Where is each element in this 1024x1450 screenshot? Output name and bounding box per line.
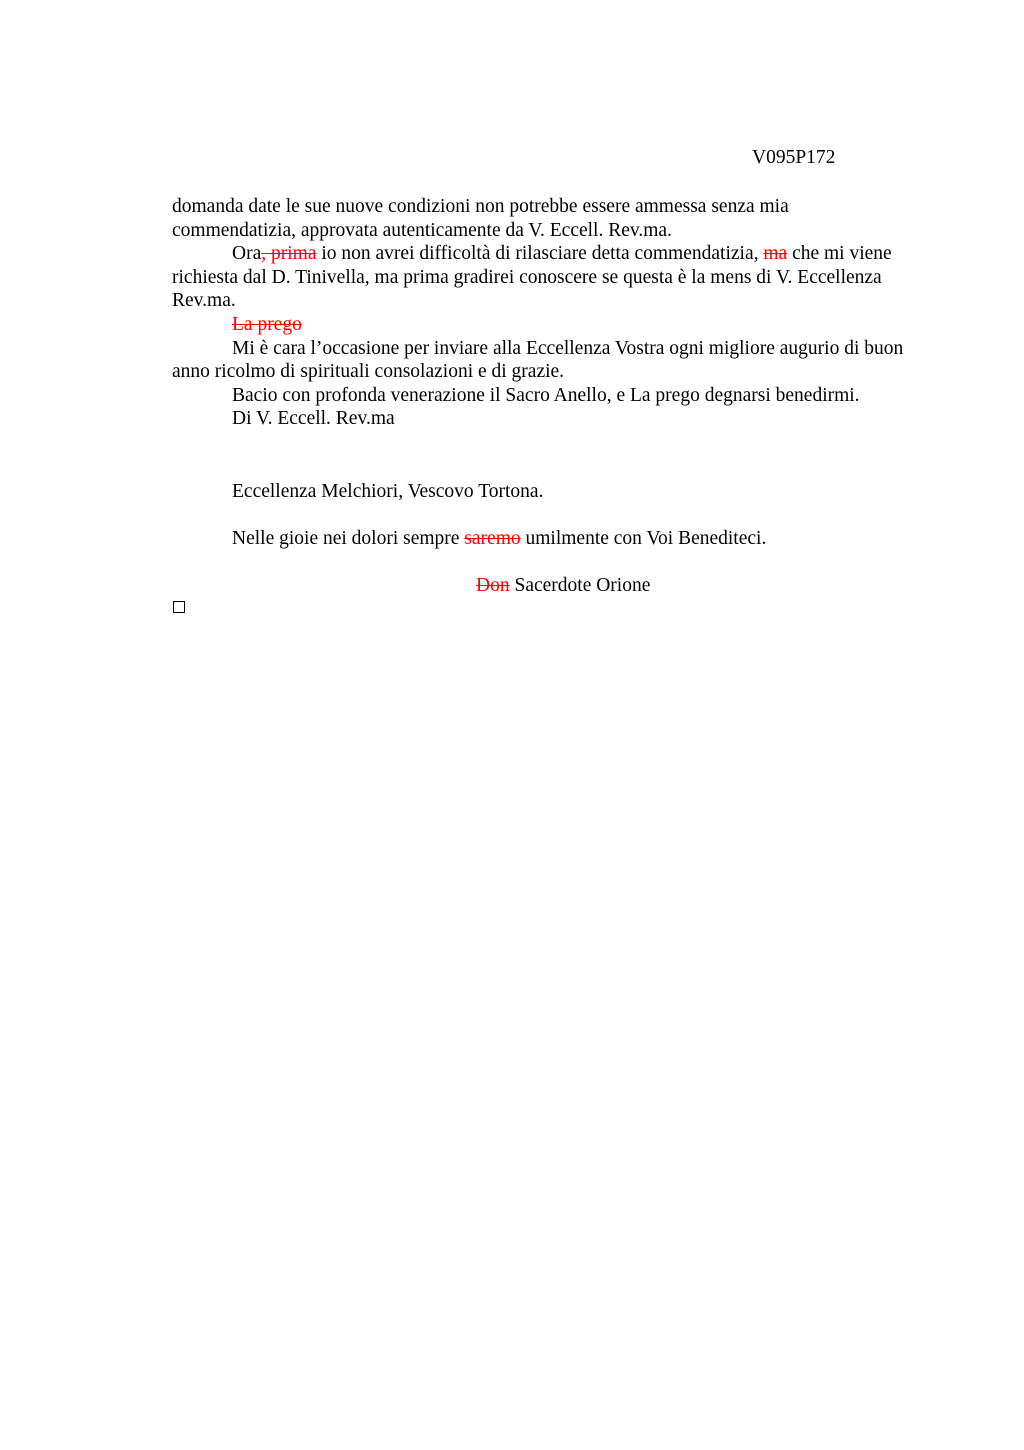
addressee: Eccellenza Melchiori, Vescovo Tortona. (232, 481, 544, 502)
paragraph-4: Mi è cara l’occasione per inviare alla Eccellenza Vostra ogni migliore augurio di buon anno ricolmo di spirituali consolazioni e di grazie. (172, 337, 904, 383)
deleted-text: La prego (232, 313, 302, 335)
closing-line (232, 528, 766, 550)
paragraph-3-deleted (172, 313, 912, 337)
closing-text-a: Nelle gioie nei dolori sempre (232, 528, 465, 549)
paragraph-2-text-c: che mi viene richiesta dal D. Tinivella, ma prima gradirei conoscere se questa è la mens di V. Eccellenza Rev.ma. (172, 243, 892, 312)
deleted-text: saremo (464, 528, 521, 549)
paragraph-2-text-b: io non avrei difficoltà di rilasciare detta commendatizia, (316, 243, 764, 265)
deleted-text: Don (476, 575, 510, 596)
paragraph-1: domanda date le sue nuove condizioni non potrebbe essere ammessa senza mia commendatizia, approvata autenticamente da V. Eccell. Rev.ma. (172, 196, 789, 241)
paragraph-5: Bacio con profonda venerazione il Sacro Anello, e La prego degnarsi benedirmi. (232, 384, 860, 406)
signature-text: Sacerdote Orione (509, 575, 651, 596)
letter-body (172, 195, 912, 431)
paragraph-2 (172, 242, 912, 313)
page-reference: V095P172 (752, 147, 836, 168)
paragraph-6: Di V. Eccell. Rev.ma (232, 408, 395, 430)
paragraph-2-text-a: Ora (232, 243, 262, 265)
deleted-text: , prima (261, 243, 317, 265)
closing-text-b: umilmente con Voi Benediteci. (520, 528, 767, 549)
signature (476, 575, 650, 597)
end-marker-box (173, 601, 185, 613)
deleted-text: ma (763, 243, 788, 265)
